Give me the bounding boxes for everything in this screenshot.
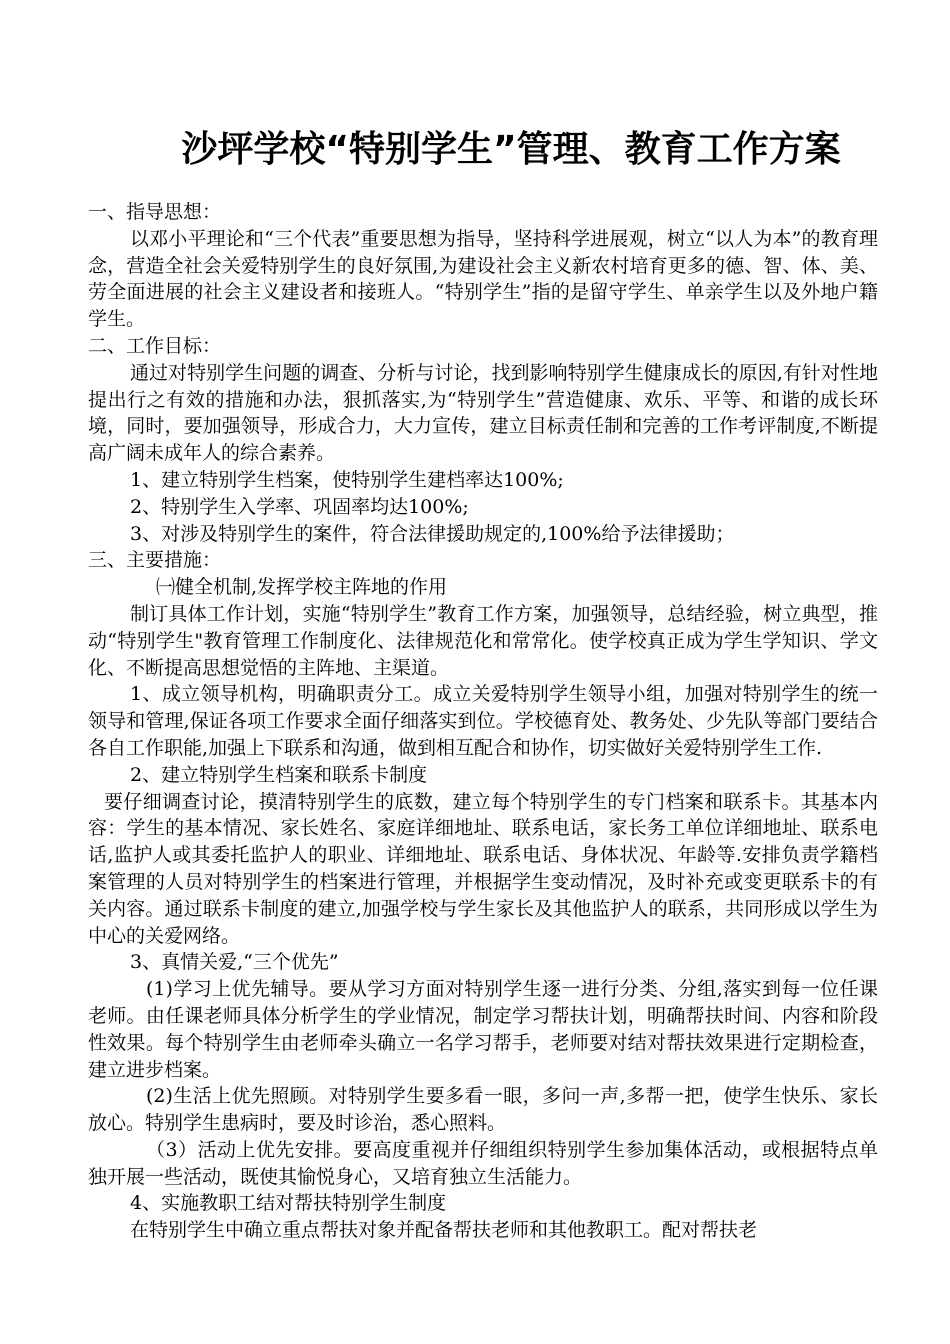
measure-heading: 2、建立特别学生档案和联系卡制度 [130,763,428,786]
paragraph: 以邓小平理论和“三个代表”重要思想为指导，坚持科学进展观，树立“以人为本”的教育理念，营造全社会关爱特别学生的良好氛围,为建设社会主义新农村培育更多的德、智、体、美、劳全面进展的社会主义建设者和接班人。“特别学生”指的是留守学生、单亲学生以及外地户籍学生。 [88,227,878,331]
subsection-heading: ㈠健全机制,发挥学校主阵地的作用 [156,576,448,599]
section-heading-work-goals: 二、工作目标： [88,334,222,357]
paragraph: （3）活动上优先安排。要高度重视并仔细组织特别学生参加集体活动，或根据特点单独开展一些活动，既使其愉悦身心，又培育独立生活能力。 [88,1138,878,1188]
document-title: 沙坪学校“特别学生”管理、教育工作方案 [181,129,841,170]
paragraph: 要仔细调查讨论，摸清特别学生的底数，建立每个特别学生的专门档案和联系卡。其基本内容：学生的基本情况、家长姓名、家庭详细地址、联系电话，家长务工单位详细地址、联系电话,监护人或其委托监护人的职业、详细地址、联系电话、身体状况、年龄等.安排负责学籍档案管理的人员对特别学生的档案进行管理，并根据学生变动情况，及时补充或变更联系卡的有关内容。通过联系卡制度的建立,加强学校与学生家长及其他监护人的联系，共同形成以学生为中心的关爱网络。 [88,790,878,947]
paragraph: 在特别学生中确立重点帮扶对象并配备帮扶老师和其他教职工。配对帮扶老 [130,1219,758,1242]
measure-heading: 4、实施教职工结对帮扶特别学生制度 [130,1192,447,1215]
paragraph: 1、成立领导机构，明确职责分工。成立关爱特别学生领导小组，加强对特别学生的统一领导和管理,保证各项工作要求全面仔细落实到位。学校德育处、教务处、少先队等部门要结合各自工作职能,加强上下联系和沟通，做到相互配合和协作，切实做好关爱特别学生工作. [88,683,878,759]
document-body [88,199,878,1244]
goal-item: 2、特别学生入学率、巩固率均达100%; [130,495,469,518]
section-heading-main-measures: 三、主要措施： [88,549,222,572]
goal-item: 1、建立特别学生档案，使特别学生建档率达100%; [130,468,564,491]
paragraph: (2)生活上优先照顾。对特别学生要多看一眼，多问一声,多帮一把，使学生快乐、家长放心。特别学生患病时，要及时诊治，悉心照料。 [88,1085,878,1135]
goal-item: 3、对涉及特别学生的案件，符合法律援助规定的,100%给予法律援助； [130,522,735,545]
paragraph: (1)学习上优先辅导。要从学习方面对特别学生逐一进行分类、分组,落实到每一位任课老师。由任课老师具体分析学生的学业情况，制定学习帮扶计划，明确帮扶时间、内容和阶段性效果。每个特别学生由老师牵头确立一名学习帮手，老师要对结对帮扶效果进行定期检查，建立进步档案。 [88,978,878,1081]
paragraph: 通过对特别学生问题的调查、分析与讨论，找到影响特别学生健康成长的原因,有针对性地提出行之有效的措施和办法，狠抓落实,为“特别学生”营造健康、欢乐、平等、和谐的成长环境，同时，要加强领导，形成合力，大力宣传，建立目标责任制和完善的工作考评制度,不断提高广阔未成年人的综合素养。 [88,361,878,465]
paragraph: 制订具体工作计划，实施“特别学生”教育工作方案，加强领导，总结经验，树立典型，推动“特别学生"教育管理工作制度化、法律规范化和常常化。使学校真正成为学生学知识、学文化、不断提高思想觉悟的主阵地、主渠道。 [88,602,878,679]
measure-heading: 3、真情关爱,“三个优先” [130,951,339,974]
section-heading-guiding-thought: 一、指导思想： [88,201,222,223]
